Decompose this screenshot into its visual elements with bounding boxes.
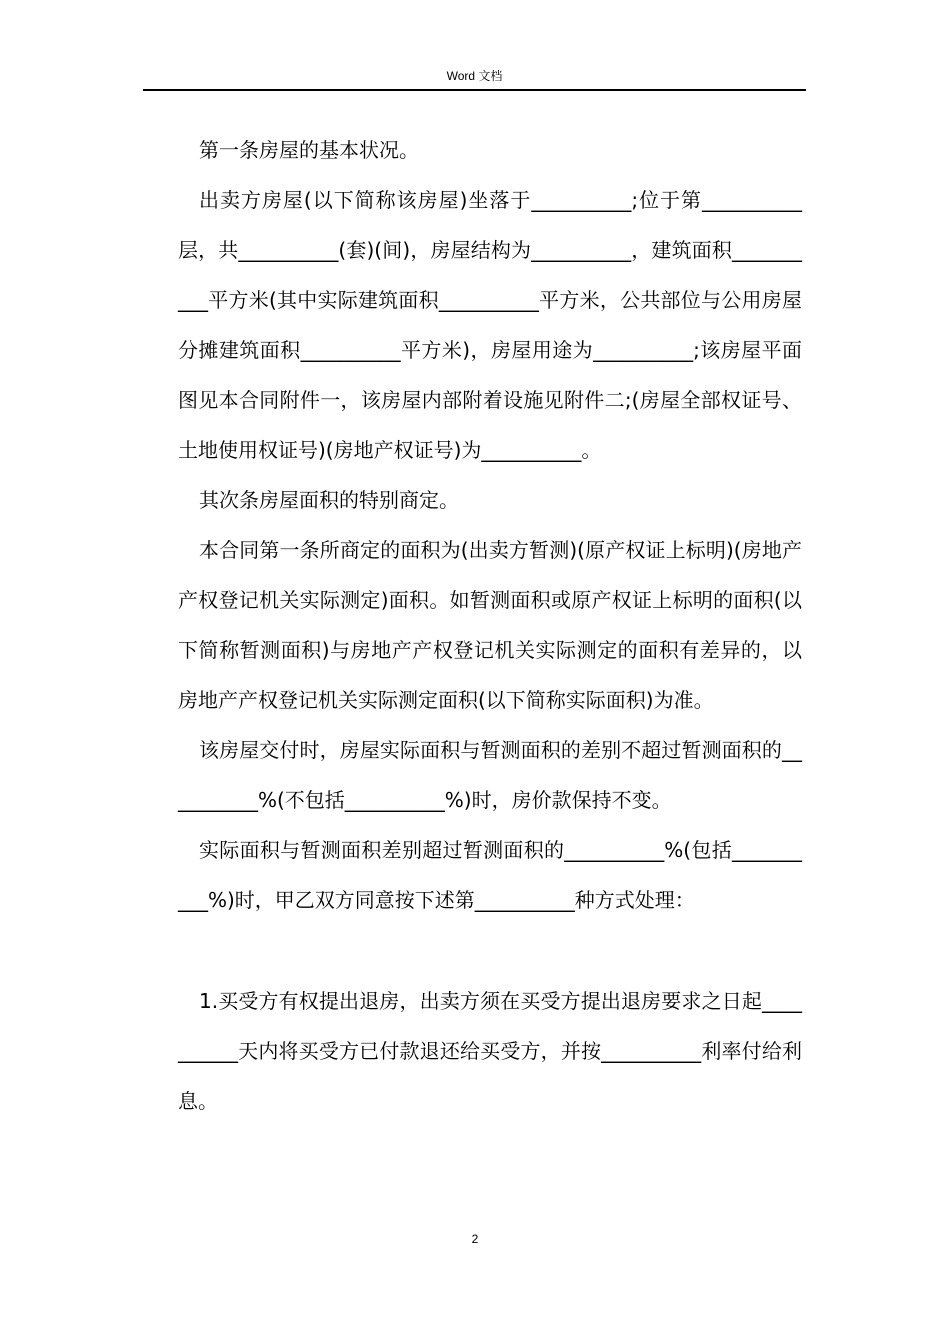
page-footer bbox=[0, 1231, 950, 1247]
header-title: Word 文档 bbox=[446, 69, 503, 83]
area-difference-exceeds-limit: 实际面积与暂测面积差别超过暂测面积的__________%(包括__________%)时，甲乙双方同意按下述第__________种方式处理： bbox=[178, 838, 802, 912]
article-2-content: 本合同第一条所商定的面积为(出卖方暂测)(原产权证上标明)(房地产产权登记机关实际测定)面积。如暂测面积或原产权证上标明的面积(以下简称暂测面积)与房地产产权登记机关实际测定的面积有差异的，以房地产产权登记机关实际测定面积(以下简称实际面积)为准。 bbox=[178, 538, 802, 712]
option-1-refund: 1.买受方有权提出退房，出卖方须在买受方提出退房要求之日起__________天内将买受方已付款退还给买受方，并按__________利率付给利息。 bbox=[178, 989, 802, 1113]
page-number: 2 bbox=[471, 1232, 479, 1246]
article-1-content: 出卖方房屋(以下简称该房屋)坐落于__________;位于第__________层，共__________(套)(间)，房屋结构为__________，建筑面积__________平方米(其中实际建筑面积__________平方米，公共部位与公用房屋分摊建筑面积__________平方米)，房屋用途为__________;该房屋平面图见本合同附件一，该房屋内部附着设施见附件二;(房屋全部权证号、土地使用权证号)(房地产权证号)为__________。 bbox=[178, 188, 802, 462]
document-body bbox=[178, 125, 802, 1126]
article-2-heading: 其次条房屋面积的特别商定。 bbox=[199, 488, 459, 512]
paragraph-spacer bbox=[178, 925, 802, 976]
article-1-heading: 第一条房屋的基本状况。 bbox=[199, 138, 419, 162]
area-difference-within-limit: 该房屋交付时，房屋实际面积与暂测面积的差别不超过暂测面积的__________%(不包括__________%)时，房价款保持不变。 bbox=[178, 738, 802, 812]
page-header bbox=[143, 68, 806, 91]
